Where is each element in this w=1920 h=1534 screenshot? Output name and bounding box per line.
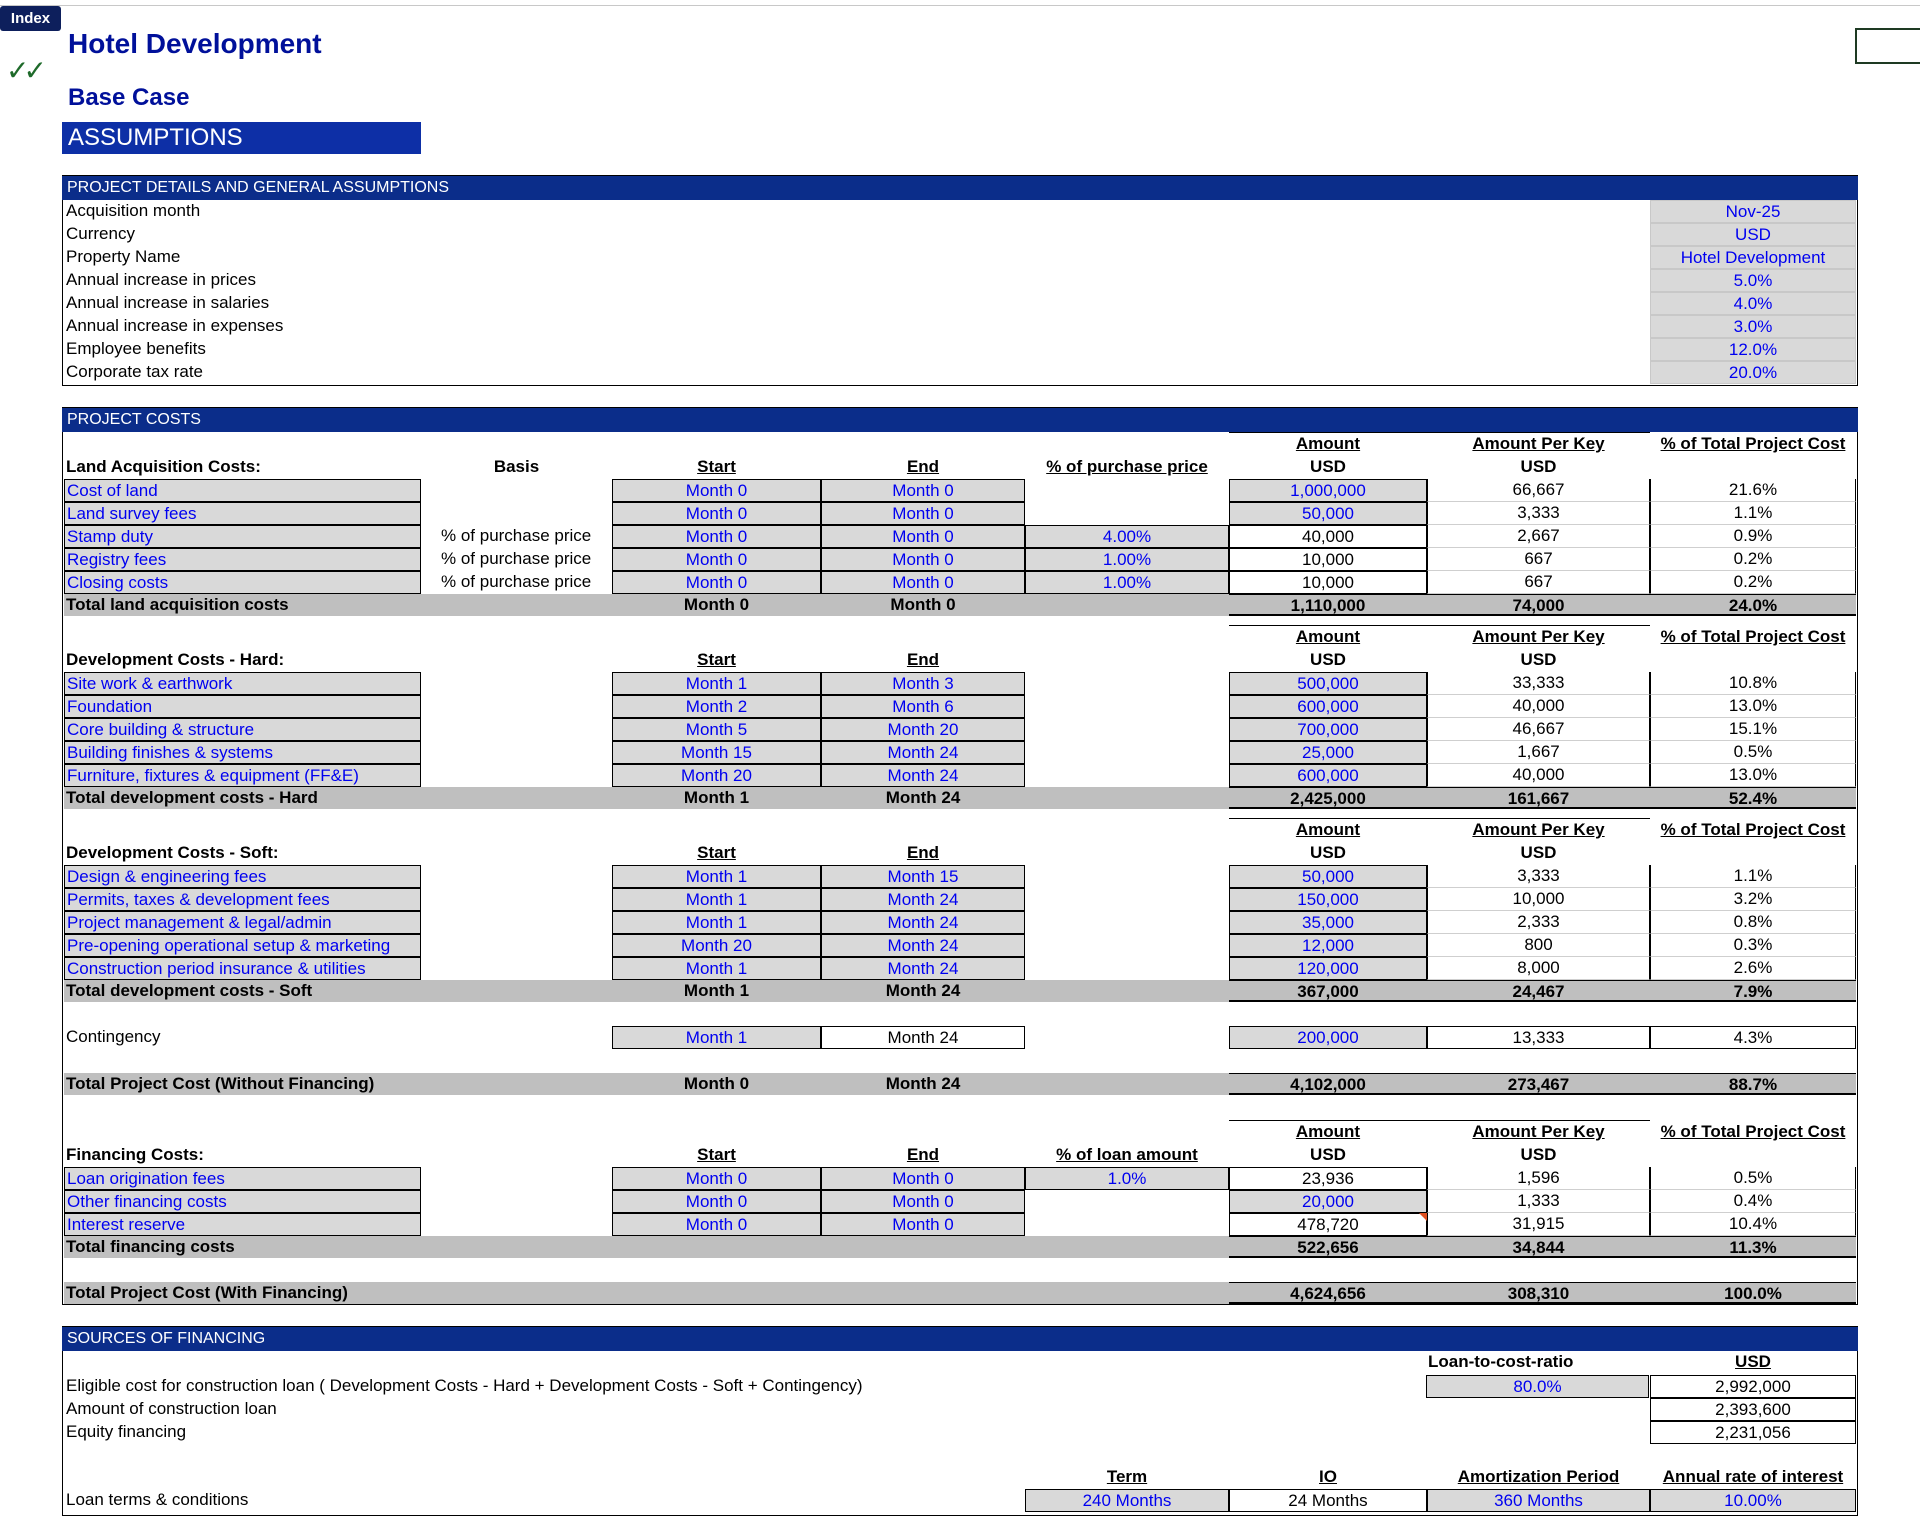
contingency-per-key: 13,333 (1427, 1026, 1650, 1049)
amount-cell[interactable]: 50,000 (1229, 502, 1427, 525)
general-row-label: Property Name (66, 247, 181, 266)
total-end: Month 0 (890, 595, 956, 614)
rate-header: Annual rate of interest (1662, 1467, 1844, 1486)
total-per-key: 24,467 (1427, 980, 1650, 1002)
end-month-input[interactable]: Month 24 (821, 957, 1025, 980)
pct-total-cell: 1.1% (1650, 502, 1856, 525)
per-key-cell: 33,333 (1427, 672, 1650, 695)
per-key-cell: 1,596 (1427, 1167, 1650, 1190)
per-key-cell: 31,915 (1427, 1213, 1650, 1236)
end-month-input[interactable]: Month 0 (821, 1213, 1025, 1236)
contingency-label: Contingency (66, 1027, 161, 1046)
start-month-input[interactable]: Month 1 (612, 957, 821, 980)
per-key-cell: 667 (1427, 571, 1650, 594)
cost-item-label[interactable]: Loan origination fees (64, 1167, 421, 1190)
end-month-input[interactable]: Month 24 (821, 911, 1025, 934)
amount-cell: 10,000 (1229, 571, 1427, 594)
total-row-label: Total land acquisition costs (66, 595, 289, 614)
loan-amount-label: Amount of construction loan (66, 1399, 277, 1418)
amount-header-box (1229, 625, 1650, 628)
start-month-input[interactable]: Month 0 (612, 502, 821, 525)
per-key-header: Amount Per Key (1472, 434, 1605, 453)
total-pct: 24.0% (1650, 594, 1856, 616)
start-header: Start (697, 650, 736, 669)
total-end: Month 24 (885, 788, 961, 807)
per-key-header: Amount Per Key (1472, 1122, 1605, 1141)
pct-total-cell: 0.4% (1650, 1190, 1856, 1213)
pct-total-header: % of Total Project Cost (1660, 1122, 1846, 1141)
scenario-title: Base Case (68, 84, 190, 111)
total-amount: 4,624,656 (1229, 1282, 1427, 1304)
comment-marker-icon (1419, 1213, 1427, 1221)
start-month-input[interactable]: Month 0 (612, 548, 821, 571)
total-row-label: Total Project Cost (With Financing) (66, 1283, 348, 1302)
per-key-header: Amount Per Key (1472, 627, 1605, 646)
end-month-input[interactable]: Month 0 (821, 525, 1025, 548)
eligible-label: Eligible cost for construction loan ( Development Costs - Hard + Development Costs - Soft + Contingency) (66, 1376, 863, 1395)
end-month-input[interactable]: Month 0 (821, 479, 1025, 502)
loan-terms-label: Loan terms & conditions (66, 1490, 249, 1509)
per-key-cell: 2,667 (1427, 525, 1650, 548)
amount-cell[interactable]: 20,000 (1229, 1190, 1427, 1213)
start-month-input[interactable]: Month 2 (612, 695, 821, 718)
amount-cell[interactable]: 50,000 (1229, 865, 1427, 888)
start-month-input[interactable]: Month 5 (612, 718, 821, 741)
pct-header: % of purchase price (1046, 457, 1208, 476)
total-start: Month 0 (683, 595, 750, 614)
amount-cell[interactable]: 12,000 (1229, 934, 1427, 957)
general-row-input[interactable]: Hotel Development (1650, 246, 1856, 269)
total-end: Month 24 (885, 981, 961, 1000)
end-month-input[interactable]: Month 24 (821, 934, 1025, 957)
per-key-cell: 800 (1427, 934, 1650, 957)
eligible-value: 2,992,000 (1650, 1375, 1856, 1398)
amount-cell: 40,000 (1229, 525, 1427, 548)
cost-item-label[interactable]: Furniture, fixtures & equipment (FF&E) (64, 764, 421, 787)
group-title: Financing Costs: (66, 1145, 204, 1164)
start-month-input[interactable]: Month 0 (612, 479, 821, 502)
cost-item-label[interactable]: Construction period insurance & utilities (64, 957, 421, 980)
start-month-input[interactable]: Month 15 (612, 741, 821, 764)
cost-item-label[interactable]: Foundation (64, 695, 421, 718)
start-month-input[interactable]: Month 0 (612, 571, 821, 594)
end-month-input[interactable]: Month 0 (821, 502, 1025, 525)
end-month-input[interactable]: Month 15 (821, 865, 1025, 888)
end-month-input[interactable]: Month 0 (821, 1190, 1025, 1213)
amount-header-box (1229, 1120, 1650, 1123)
amount-cell[interactable]: 25,000 (1229, 741, 1427, 764)
end-month-input[interactable]: Month 20 (821, 718, 1025, 741)
amort-header: Amortization Period (1457, 1467, 1620, 1486)
cost-item-basis: % of purchase price (441, 572, 592, 591)
group-title: Development Costs - Hard: (66, 650, 285, 669)
per-key-cell: 66,667 (1427, 479, 1650, 502)
pct-total-cell: 21.6% (1650, 479, 1856, 502)
column-header-strip (0, 0, 1920, 6)
amount-usd-header: USD (1310, 843, 1346, 862)
total-per-key: 161,667 (1427, 787, 1650, 809)
pct-total-cell: 0.2% (1650, 571, 1856, 594)
total-pct: 100.0% (1650, 1282, 1856, 1304)
amount-header: Amount (1295, 434, 1361, 453)
amount-header-box (1229, 818, 1650, 821)
total-amount: 4,102,000 (1229, 1073, 1427, 1095)
start-month-input[interactable]: Month 1 (612, 672, 821, 695)
usd-header: USD (1735, 1352, 1771, 1371)
pct-total-cell: 0.5% (1650, 741, 1856, 764)
total-amount: 1,110,000 (1229, 594, 1427, 616)
cost-item-basis: % of purchase price (441, 549, 592, 568)
per-key-cell: 1,333 (1427, 1190, 1650, 1213)
per-key-header: Amount Per Key (1472, 820, 1605, 839)
amount-cell: 23,936 (1229, 1167, 1427, 1190)
loan-amount-value: 2,393,600 (1650, 1398, 1856, 1421)
total-per-key: 273,467 (1427, 1073, 1650, 1095)
start-header: Start (697, 1145, 736, 1164)
amount-usd-header: USD (1310, 457, 1346, 476)
per-key-cell: 3,333 (1427, 865, 1650, 888)
amount-header: Amount (1295, 820, 1361, 839)
total-start: Month 0 (683, 1074, 750, 1093)
general-row-label: Corporate tax rate (66, 362, 204, 381)
pct-total-cell: 1.1% (1650, 865, 1856, 888)
term-header: Term (1106, 1467, 1148, 1486)
equity-label: Equity financing (66, 1422, 187, 1441)
per-key-usd-header: USD (1520, 650, 1557, 669)
start-month-input[interactable]: Month 20 (612, 764, 821, 787)
per-key-cell: 8,000 (1427, 957, 1650, 980)
amount-cell[interactable]: 1,000,000 (1229, 479, 1427, 502)
per-key-cell: 2,333 (1427, 911, 1650, 934)
pct-total-cell: 13.0% (1650, 695, 1856, 718)
pct-header: % of loan amount (1056, 1145, 1198, 1164)
total-row-label: Total development costs - Soft (66, 981, 313, 1000)
pct-total-cell: 2.6% (1650, 957, 1856, 980)
pct-input[interactable]: 1.00% (1025, 548, 1229, 571)
amount-usd-header: USD (1310, 650, 1346, 669)
costs-band: PROJECT COSTS (62, 408, 1858, 432)
pct-input[interactable]: 4.00% (1025, 525, 1229, 548)
end-header: End (906, 650, 940, 669)
start-month-input[interactable]: Month 0 (612, 525, 821, 548)
total-end: Month 24 (885, 1074, 961, 1093)
group-title: Development Costs - Soft: (66, 843, 279, 862)
io-header: IO (1319, 1467, 1337, 1486)
pct-total-cell: 0.5% (1650, 1167, 1856, 1190)
cost-item-label[interactable]: Building finishes & systems (64, 741, 421, 764)
pct-total-header: % of Total Project Cost (1660, 434, 1846, 453)
cost-item-label[interactable]: Pre-opening operational setup & marketing (64, 934, 421, 957)
end-header: End (906, 457, 940, 476)
total-row-label: Total Project Cost (Without Financing) (66, 1074, 375, 1093)
cost-item-label[interactable]: Other financing costs (64, 1190, 421, 1213)
per-key-usd-header: USD (1520, 843, 1557, 862)
amount-cell[interactable]: 700,000 (1229, 718, 1427, 741)
total-start: Month 1 (683, 981, 750, 1000)
end-month-input[interactable]: Month 0 (821, 1167, 1025, 1190)
per-key-cell: 40,000 (1427, 695, 1650, 718)
amort-input[interactable]: 360 Months (1427, 1489, 1650, 1512)
end-month-input[interactable]: Month 6 (821, 695, 1025, 718)
selection-frame (1855, 28, 1920, 64)
cost-item-label[interactable]: Core building & structure (64, 718, 421, 741)
pct-total-cell: 15.1% (1650, 718, 1856, 741)
per-key-usd-header: USD (1520, 1145, 1557, 1164)
start-header: Start (697, 457, 736, 476)
assumptions-banner: ASSUMPTIONS (62, 122, 421, 154)
start-month-input[interactable]: Month 1 (612, 865, 821, 888)
amount-cell[interactable]: 35,000 (1229, 911, 1427, 934)
per-key-usd-header: USD (1520, 457, 1557, 476)
cost-item-label[interactable]: Design & engineering fees (64, 865, 421, 888)
total-start: Month 1 (683, 788, 750, 807)
general-row-input[interactable]: 20.0% (1650, 361, 1856, 384)
io-value: 24 Months (1229, 1489, 1427, 1512)
per-key-cell: 667 (1427, 548, 1650, 571)
start-month-input[interactable]: Month 1 (612, 911, 821, 934)
contingency-end: Month 24 (821, 1026, 1025, 1049)
cost-item-label[interactable]: Land survey fees (64, 502, 421, 525)
end-month-input[interactable]: Month 24 (821, 888, 1025, 911)
cost-item-label[interactable]: Stamp duty (64, 525, 421, 548)
basis-header: Basis (493, 457, 540, 476)
general-band: PROJECT DETAILS AND GENERAL ASSUMPTIONS (62, 176, 1858, 200)
per-key-cell: 1,667 (1427, 741, 1650, 764)
general-row-label: Acquisition month (66, 201, 201, 220)
general-row-input[interactable]: 5.0% (1650, 269, 1856, 292)
total-amount: 522,656 (1229, 1236, 1427, 1258)
general-row-label: Annual increase in salaries (66, 293, 270, 312)
start-month-input[interactable]: Month 20 (612, 934, 821, 957)
total-pct: 88.7% (1650, 1073, 1856, 1095)
pct-total-cell: 10.8% (1650, 672, 1856, 695)
term-input[interactable]: 240 Months (1025, 1489, 1229, 1512)
general-row-input[interactable]: 12.0% (1650, 338, 1856, 361)
cost-item-label[interactable]: Registry fees (64, 548, 421, 571)
end-header: End (906, 1145, 940, 1164)
total-amount: 367,000 (1229, 980, 1427, 1002)
rate-input[interactable]: 10.00% (1650, 1489, 1856, 1512)
per-key-cell: 46,667 (1427, 718, 1650, 741)
amount-cell[interactable]: 600,000 (1229, 695, 1427, 718)
pct-total-cell: 0.9% (1650, 525, 1856, 548)
pct-input[interactable]: 1.0% (1025, 1167, 1229, 1190)
pct-total-cell: 10.4% (1650, 1213, 1856, 1236)
per-key-cell: 3,333 (1427, 502, 1650, 525)
cost-item-label[interactable]: Cost of land (64, 479, 421, 502)
total-row-label: Total financing costs (66, 1237, 235, 1256)
total-row-label: Total development costs - Hard (66, 788, 318, 807)
start-month-input[interactable]: Month 0 (612, 1213, 821, 1236)
total-amount: 2,425,000 (1229, 787, 1427, 809)
sources-band: SOURCES OF FINANCING (62, 1327, 1858, 1351)
amount-header: Amount (1295, 1122, 1361, 1141)
pct-total-cell: 0.8% (1650, 911, 1856, 934)
contingency-amount[interactable]: 200,000 (1229, 1026, 1427, 1049)
end-header: End (906, 843, 940, 862)
amount-usd-header: USD (1310, 1145, 1346, 1164)
total-pct: 52.4% (1650, 787, 1856, 809)
contingency-pct: 4.3% (1650, 1026, 1856, 1049)
start-month-input[interactable]: Month 1 (612, 888, 821, 911)
end-month-input[interactable]: Month 0 (821, 571, 1025, 594)
page-title: Hotel Development (68, 28, 322, 59)
general-row-input[interactable]: 4.0% (1650, 292, 1856, 315)
general-row-label: Annual increase in expenses (66, 316, 284, 335)
end-month-input[interactable]: Month 24 (821, 741, 1025, 764)
equity-value: 2,231,056 (1650, 1421, 1856, 1444)
cost-item-label[interactable]: Permits, taxes & development fees (64, 888, 421, 911)
pct-total-header: % of Total Project Cost (1660, 820, 1846, 839)
general-row-label: Annual increase in prices (66, 270, 256, 289)
group-title: Land Acquisition Costs: (66, 457, 261, 476)
amount-cell[interactable]: 500,000 (1229, 672, 1427, 695)
end-month-input[interactable]: Month 0 (821, 548, 1025, 571)
pct-total-cell: 0.2% (1650, 548, 1856, 571)
amount-cell: 478,720 (1229, 1213, 1427, 1236)
end-month-input[interactable]: Month 3 (821, 672, 1025, 695)
amount-header: Amount (1295, 627, 1361, 646)
start-header: Start (697, 843, 736, 862)
contingency-start[interactable]: Month 1 (612, 1026, 821, 1049)
general-row-input[interactable]: USD (1650, 223, 1856, 246)
start-month-input[interactable]: Month 0 (612, 1190, 821, 1213)
per-key-cell: 40,000 (1427, 764, 1650, 787)
end-month-input[interactable]: Month 24 (821, 764, 1025, 787)
general-row-label: Currency (66, 224, 135, 243)
index-button[interactable]: Index (0, 6, 61, 31)
amount-cell: 10,000 (1229, 548, 1427, 571)
amount-cell[interactable]: 150,000 (1229, 888, 1427, 911)
general-section (62, 175, 1858, 386)
total-per-key: 308,310 (1427, 1282, 1650, 1304)
pct-total-cell: 3.2% (1650, 888, 1856, 911)
pct-input[interactable]: 1.00% (1025, 571, 1229, 594)
per-key-cell: 10,000 (1427, 888, 1650, 911)
amount-cell[interactable]: 600,000 (1229, 764, 1427, 787)
cost-item-label[interactable]: Interest reserve (64, 1213, 421, 1236)
cost-item-label[interactable]: Closing costs (64, 571, 421, 594)
total-per-key: 74,000 (1427, 594, 1650, 616)
general-row-label: Employee benefits (66, 339, 206, 358)
checkmark-icon: ✓✓ (6, 54, 41, 87)
pct-total-cell: 13.0% (1650, 764, 1856, 787)
general-row-input[interactable]: 3.0% (1650, 315, 1856, 338)
total-pct: 11.3% (1650, 1236, 1856, 1258)
amount-header-box (1229, 432, 1650, 435)
total-per-key: 34,844 (1427, 1236, 1650, 1258)
total-pct: 7.9% (1650, 980, 1856, 1002)
cost-item-label[interactable]: Site work & earthwork (64, 672, 421, 695)
pct-total-cell: 0.3% (1650, 934, 1856, 957)
ltc-header: Loan-to-cost-ratio (1428, 1352, 1574, 1371)
start-month-input[interactable]: Month 0 (612, 1167, 821, 1190)
ltc-input[interactable]: 80.0% (1426, 1375, 1649, 1398)
general-row-input[interactable]: Nov-25 (1650, 200, 1856, 223)
cost-item-label[interactable]: Project management & legal/admin (64, 911, 421, 934)
cost-item-basis: % of purchase price (441, 526, 592, 545)
pct-total-header: % of Total Project Cost (1660, 627, 1846, 646)
amount-cell[interactable]: 120,000 (1229, 957, 1427, 980)
